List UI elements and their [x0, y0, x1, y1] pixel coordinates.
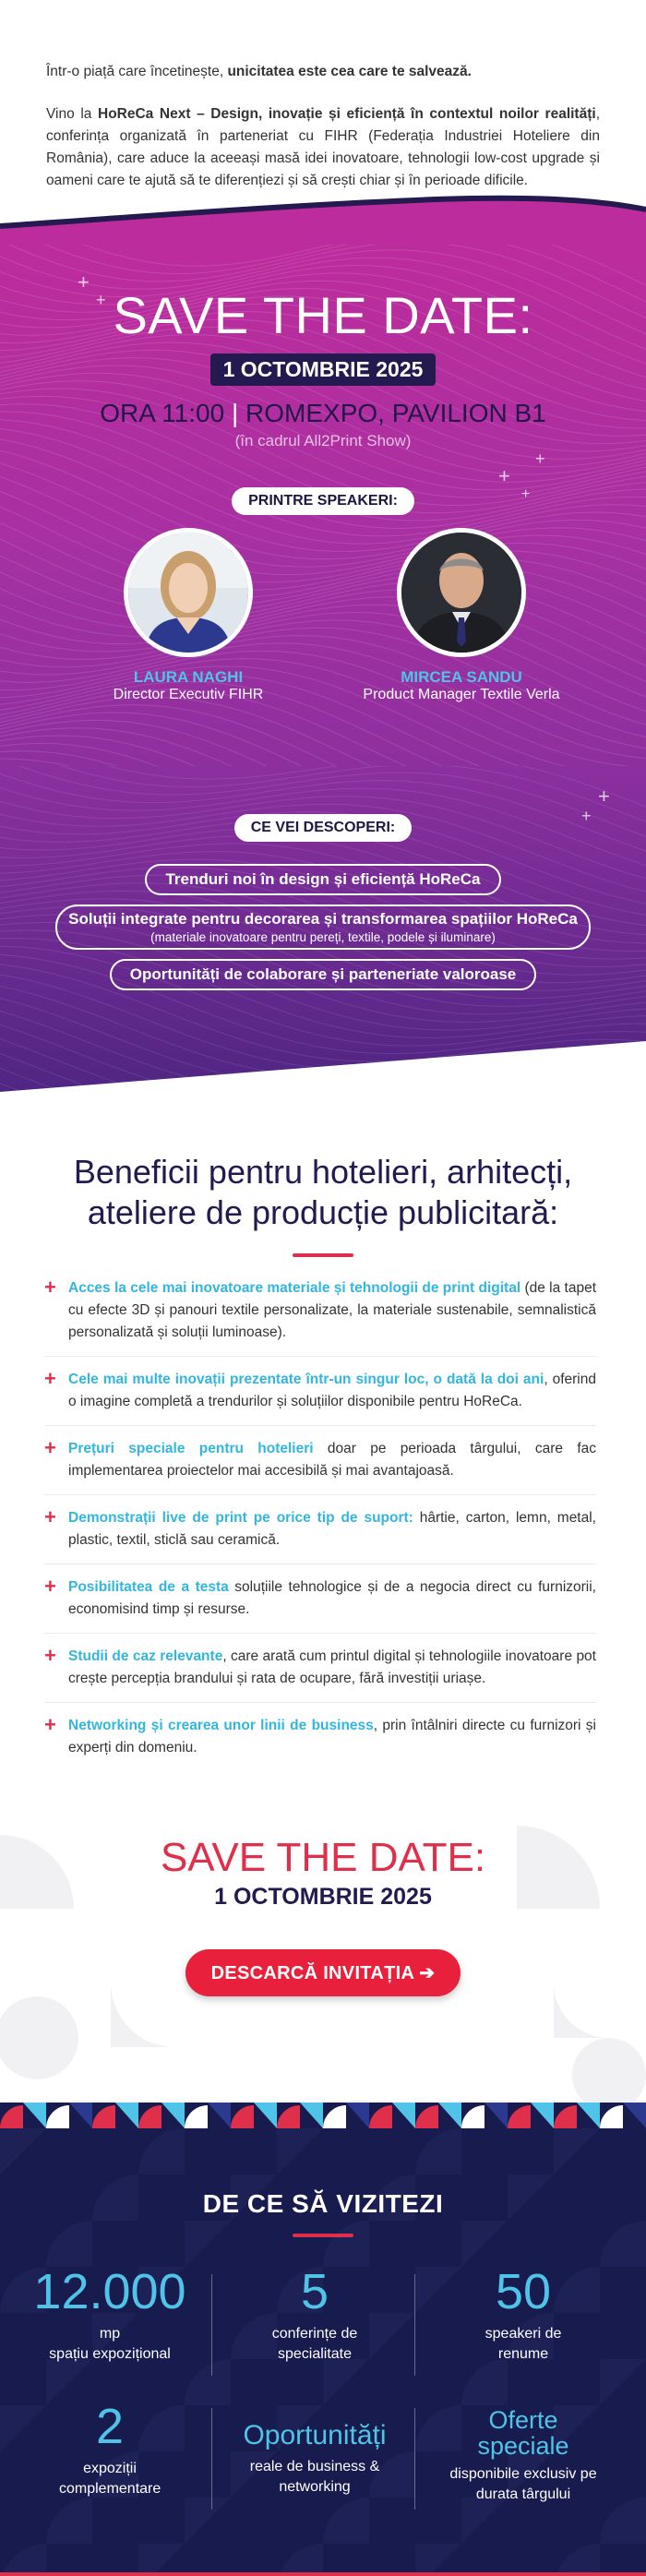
- speaker-name: LAURA NAGHI: [133, 668, 244, 686]
- section-divider: [0, 1041, 646, 1096]
- speakers-label: PRINTRE SPEAKERI:: [232, 487, 414, 515]
- benefit-highlight: Acces la cele mai inovatoare materiale și tehnologii de print digital: [68, 1280, 521, 1296]
- list-item: [44, 1646, 596, 1703]
- stat-item: [13, 2265, 207, 2365]
- benefits-list: [44, 1277, 602, 1771]
- plus-icon: +: [44, 1713, 56, 1736]
- sparkle-icon: +: [96, 291, 106, 309]
- event-name: HoReCa Next – Design, inovație și eficiență în contextul noilor realități: [98, 106, 596, 122]
- intro-text: , conferința organizată în parteneriat cu FIHR (Federația Industriei Hoteliere din România), care aduce la aceeași masă idei inovatoare, tehnologii low-cost upgrade și oameni care te ajută să te diferențiezi și să crești chiar și în perioade dificile.: [46, 106, 600, 188]
- sparkle-icon: +: [78, 270, 90, 294]
- stat-value: 50: [495, 2264, 552, 2319]
- stat-value: 5: [300, 2264, 329, 2319]
- discover-section: [0, 766, 646, 1096]
- avatar: [124, 528, 253, 657]
- sparkle-icon: +: [598, 785, 610, 808]
- intro-paragraph-1: [46, 61, 600, 83]
- event-venue: ROMEXPO, PAVILION B1: [245, 399, 546, 427]
- separator: |: [231, 399, 239, 427]
- benefit-text: , prin întâlniri directe cu furnizori și experți din domeniu.: [68, 1718, 596, 1755]
- benefit-text: (de la tapet cu efecte 3D și panouri textile personalizate, la materiale sustenabile, semnalistică personalizată și soluții luminoase).: [68, 1280, 596, 1340]
- avatar: [397, 528, 526, 657]
- intro-highlight: unicitatea este cea care te salvează.: [227, 64, 472, 79]
- plus-icon: +: [44, 1644, 56, 1667]
- stat-label: reale de business & networking: [249, 2459, 380, 2495]
- discover-item: [55, 905, 591, 950]
- stat-label: disponibile exclusiv pe durata târgului: [449, 2466, 597, 2502]
- save-the-date-title: SAVE THE DATE:: [113, 286, 533, 344]
- list-item: [44, 1369, 596, 1426]
- sparkle-icon: +: [535, 449, 545, 468]
- benefit-text: , oferind o imagine completă a trendurilor și soluțiilor disponibile pentru HoReCa.: [68, 1372, 596, 1409]
- decorative-strip: [0, 2103, 646, 2128]
- event-date: 1 OCTOMBRIE 2025: [214, 1884, 432, 1910]
- stat-item: [218, 2420, 412, 2498]
- benefit-highlight: Prețuri speciale pentru hotelieri: [68, 1441, 314, 1456]
- list-item: [44, 1715, 596, 1771]
- intro-section: [0, 0, 646, 245]
- benefit-text: doar pe perioada târgului, care fac implementarea proiectelor mai accesibilă și mai avantajoasă.: [68, 1441, 596, 1479]
- plus-icon: +: [44, 1436, 56, 1459]
- benefit-highlight: Networking și crearea unor linii de business: [68, 1718, 374, 1733]
- sparkle-icon: +: [521, 486, 531, 502]
- stat-value: 12.000: [33, 2264, 186, 2319]
- discover-item-subtext: (materiale inovatoare pentru pereți, textile, podele și iluminare): [150, 930, 496, 944]
- benefits-section: [0, 1096, 646, 2103]
- stat-label: expoziții complementare: [59, 2461, 162, 2497]
- stat-value: Oportunități: [243, 2420, 387, 2450]
- stat-label: speakeri de renume: [484, 2326, 562, 2362]
- divider: [414, 2274, 415, 2376]
- speaker-role: Product Manager Textile Verla: [363, 687, 560, 702]
- benefit-highlight: Studii de caz relevante: [68, 1648, 223, 1664]
- divider: [211, 2274, 212, 2376]
- hero-section: [0, 245, 646, 766]
- divider: [414, 2408, 415, 2510]
- event-time-venue: [0, 399, 646, 428]
- stat-label: mp spațiu expozițional: [49, 2326, 171, 2362]
- stat-item: [426, 2407, 620, 2505]
- event-time: ORA 11:00: [100, 399, 225, 427]
- speaker-name: MIRCEA SANDU: [401, 668, 522, 686]
- why-visit-title: DE CE SĂ VIZITEZI: [202, 2189, 444, 2218]
- discover-item-text: Oportunități de colaborare și parteneriate valoroase: [129, 965, 517, 983]
- intro-text: Într-o piață care încetinește,: [46, 64, 228, 79]
- plus-icon: +: [44, 1367, 56, 1390]
- plus-icon: +: [44, 1276, 56, 1299]
- list-item: [44, 1277, 596, 1357]
- footer-line: [0, 2572, 646, 2576]
- benefit-highlight: Demonstrații live de print pe orice tip de suport:: [68, 1510, 413, 1526]
- stat-item: [426, 2265, 620, 2365]
- benefit-text: soluțiile tehnologice și de a negocia direct cu furnizorii, economisind timp și resurse.: [68, 1579, 596, 1617]
- divider: [211, 2408, 212, 2510]
- event-venue-note: (în cadrul All2Print Show): [234, 432, 412, 449]
- stat-item: [13, 2400, 207, 2499]
- cta-block: [44, 1836, 602, 1996]
- plus-icon: +: [44, 1505, 56, 1528]
- plus-icon: +: [44, 1575, 56, 1598]
- stat-value: 2: [95, 2399, 125, 2454]
- sparkle-icon: +: [581, 807, 592, 825]
- event-date-badge: 1 OCTOMBRIE 2025: [210, 353, 437, 386]
- section-divider: [0, 189, 646, 245]
- stats-grid: [0, 2265, 646, 2542]
- speaker-card: [323, 528, 600, 703]
- intro-paragraph-2: [46, 103, 600, 192]
- benefit-highlight: Cele mai multe inovații prezentate într-un singur loc, o dată la doi ani: [68, 1372, 544, 1387]
- speakers-row: [0, 528, 646, 722]
- list-item: [44, 1438, 596, 1495]
- save-the-date-title: SAVE THE DATE:: [160, 1835, 486, 1880]
- intro-text: Vino la: [46, 106, 98, 122]
- download-invitation-button[interactable]: DESCARCĂ INVITAȚIA ➔: [185, 1949, 461, 1996]
- title-underline: [293, 2234, 353, 2237]
- speaker-role: Director Executiv FIHR: [113, 687, 264, 702]
- stat-item: [218, 2265, 412, 2365]
- title-underline: [293, 1253, 353, 1257]
- discover-item-text: Trenduri noi în design și eficiență HoReCa: [165, 870, 481, 888]
- discover-item: [145, 864, 500, 895]
- stat-value: Oferte speciale: [477, 2406, 569, 2460]
- discover-item-text: Soluții integrate pentru decorarea și transformarea spațiilor HoReCa: [68, 910, 578, 928]
- benefit-highlight: Posibilitatea de a testa: [68, 1579, 229, 1595]
- list-item: [44, 1576, 596, 1634]
- sparkle-icon: +: [498, 464, 510, 487]
- speaker-card: [50, 528, 327, 703]
- benefit-text: hârtie, carton, lemn, metal, plastic, textil, sticlă sau ceramică.: [68, 1510, 596, 1548]
- list-item: [44, 1507, 596, 1564]
- benefit-text: , care arată cum printul digital și tehnologiile inovatoare pot crește percepția brandului și rata de ocupare, fără investiții uriașe.: [68, 1648, 596, 1686]
- why-visit-section: [0, 2103, 646, 2576]
- benefits-title: Beneficii pentru hotelieri, arhitecți, ateliere de producție publicitară:: [73, 1153, 573, 1231]
- discover-item: [110, 959, 537, 990]
- discover-label: CE VEI DESCOPERI:: [234, 814, 412, 842]
- stat-label: conferințe de specialitate: [271, 2326, 358, 2362]
